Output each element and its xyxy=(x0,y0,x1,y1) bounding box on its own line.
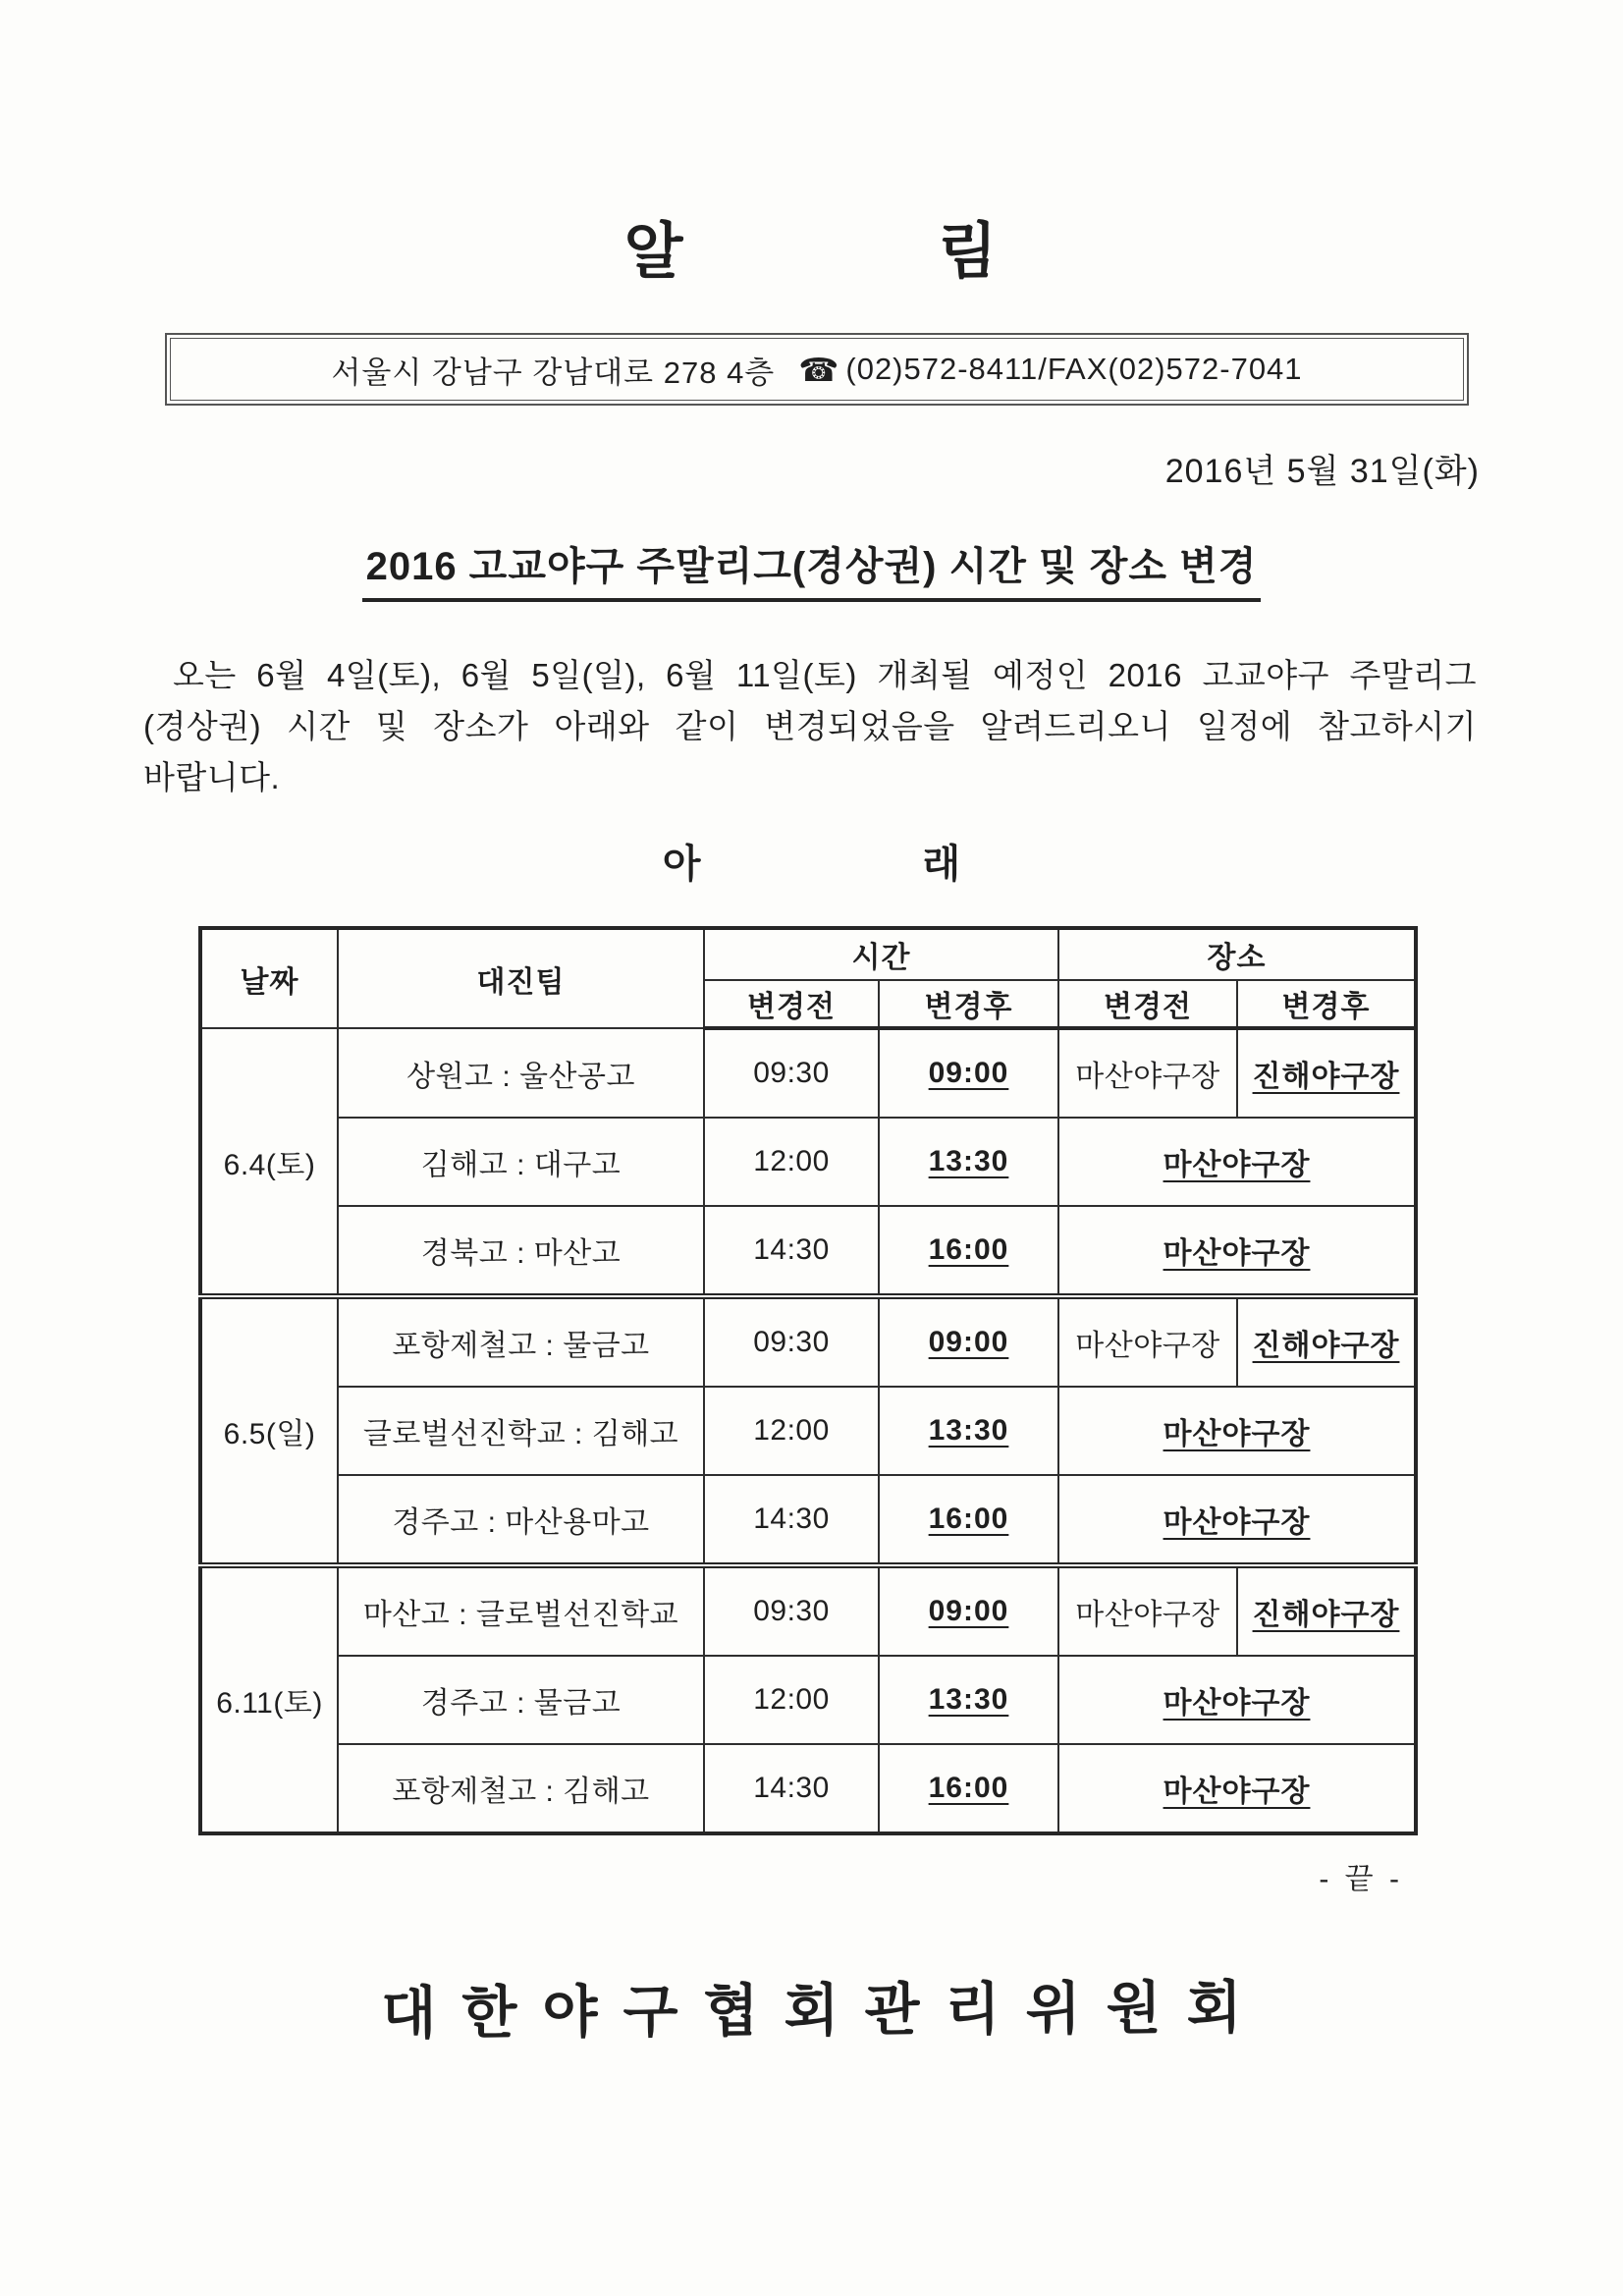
table-row xyxy=(200,1296,1416,1387)
table-row xyxy=(200,1475,1416,1565)
teams-cell: 마산고 : 글로벌선진학교 xyxy=(338,1565,704,1656)
time-before-cell: 14:30 xyxy=(704,1206,879,1296)
place-merged-cell: 마산야구장 xyxy=(1058,1118,1416,1206)
header-teams: 대진팀 xyxy=(338,928,704,1028)
place-before-cell: 마산야구장 xyxy=(1058,1565,1237,1656)
address-box xyxy=(165,333,1469,406)
notice-heading-row xyxy=(0,535,1623,602)
time-after-cell: 13:30 xyxy=(879,1118,1058,1206)
address-text: 서울시 강남구 강남대로 278 4층 xyxy=(331,355,776,390)
place-after-cell: 진해야구장 xyxy=(1237,1565,1416,1656)
time-before-cell: 14:30 xyxy=(704,1475,879,1565)
table-row xyxy=(200,1744,1416,1833)
time-after-cell: 09:00 xyxy=(879,1565,1058,1656)
below-label xyxy=(0,833,1623,889)
place-after-cell: 진해야구장 xyxy=(1237,1028,1416,1118)
body-line-3: 바랍니다. xyxy=(143,759,281,795)
time-after-cell: 16:00 xyxy=(879,1206,1058,1296)
time-before-cell: 09:30 xyxy=(704,1296,879,1387)
date-cell: 6.11(토) xyxy=(200,1565,338,1833)
header-date: 날짜 xyxy=(200,928,338,1028)
date-cell: 6.4(토) xyxy=(200,1028,338,1296)
page-title xyxy=(0,202,1623,290)
time-after-cell: 13:30 xyxy=(879,1387,1058,1475)
place-before-cell: 마산야구장 xyxy=(1058,1028,1237,1118)
telephone-icon: ☎ xyxy=(798,351,840,388)
page-title-char-1: 알 xyxy=(623,218,685,286)
time-after-cell: 13:30 xyxy=(879,1656,1058,1744)
teams-cell: 경북고 : 마산고 xyxy=(338,1206,704,1296)
time-after-cell: 09:00 xyxy=(879,1296,1058,1387)
issue-date: 2016년 5월 31일(화) xyxy=(1164,453,1480,490)
teams-cell: 경주고 : 마산용마고 xyxy=(338,1475,704,1565)
place-merged-cell: 마산야구장 xyxy=(1058,1744,1416,1833)
place-merged-cell: 마산야구장 xyxy=(1058,1206,1416,1296)
header-place-after: 변경후 xyxy=(1237,980,1416,1028)
table-row xyxy=(200,1028,1416,1118)
schedule-table xyxy=(198,926,1418,1835)
time-after-cell: 16:00 xyxy=(879,1744,1058,1833)
teams-cell: 김해고 : 대구고 xyxy=(338,1118,704,1206)
table-row xyxy=(200,1656,1416,1744)
body-line-1: 오는 6월 4일(토), 6월 5일(일), 6월 11일(토) 개최될 예정인 2016 고교야구 주말리그 xyxy=(173,657,1477,693)
place-before-cell: 마산야구장 xyxy=(1058,1296,1237,1387)
time-after-cell: 09:00 xyxy=(879,1028,1058,1118)
table-row xyxy=(200,1387,1416,1475)
time-after-cell: 16:00 xyxy=(879,1475,1058,1565)
time-before-cell: 12:00 xyxy=(704,1118,879,1206)
time-before-cell: 09:30 xyxy=(704,1028,879,1118)
table-row xyxy=(200,1565,1416,1656)
teams-cell: 경주고 : 물금고 xyxy=(338,1656,704,1744)
body-line-2: (경상권) 시간 및 장소가 아래와 같이 변경되었음을 알려드리오니 일정에 참고하시기 xyxy=(143,708,1477,744)
header-place-before: 변경전 xyxy=(1058,980,1237,1028)
header-time-after: 변경후 xyxy=(879,980,1058,1028)
teams-cell: 포항제철고 : 김해고 xyxy=(338,1744,704,1833)
below-label-char-1: 아 xyxy=(662,843,701,886)
header-time: 시간 xyxy=(704,928,1058,980)
body-paragraph xyxy=(143,650,1477,803)
place-merged-cell: 마산야구장 xyxy=(1058,1475,1416,1565)
header-time-before: 변경전 xyxy=(704,980,879,1028)
end-mark: - 끝 - xyxy=(1319,1863,1403,1895)
time-before-cell: 12:00 xyxy=(704,1656,879,1744)
place-merged-cell: 마산야구장 xyxy=(1058,1656,1416,1744)
teams-cell: 상원고 : 울산공고 xyxy=(338,1028,704,1118)
time-before-cell: 12:00 xyxy=(704,1387,879,1475)
organization-name: 대한야구협회관리위원회 xyxy=(381,1975,1268,2047)
header-place: 장소 xyxy=(1058,928,1416,980)
time-before-cell: 14:30 xyxy=(704,1744,879,1833)
teams-cell: 글로벌선진학교 : 김해고 xyxy=(338,1387,704,1475)
teams-cell: 포항제철고 : 물금고 xyxy=(338,1296,704,1387)
below-label-char-2: 래 xyxy=(922,843,961,886)
time-before-cell: 09:30 xyxy=(704,1565,879,1656)
address-line xyxy=(170,338,1464,401)
place-after-cell: 진해야구장 xyxy=(1237,1296,1416,1387)
place-merged-cell: 마산야구장 xyxy=(1058,1387,1416,1475)
notice-heading: 2016 고교야구 주말리그(경상권) 시간 및 장소 변경 xyxy=(362,535,1262,602)
date-cell: 6.5(일) xyxy=(200,1296,338,1565)
phone-fax-numbers: (02)572-8411/FAX(02)572-7041 xyxy=(845,352,1303,386)
table-row xyxy=(200,1206,1416,1296)
page-title-char-2: 림 xyxy=(938,218,1000,286)
table-row xyxy=(200,1118,1416,1206)
